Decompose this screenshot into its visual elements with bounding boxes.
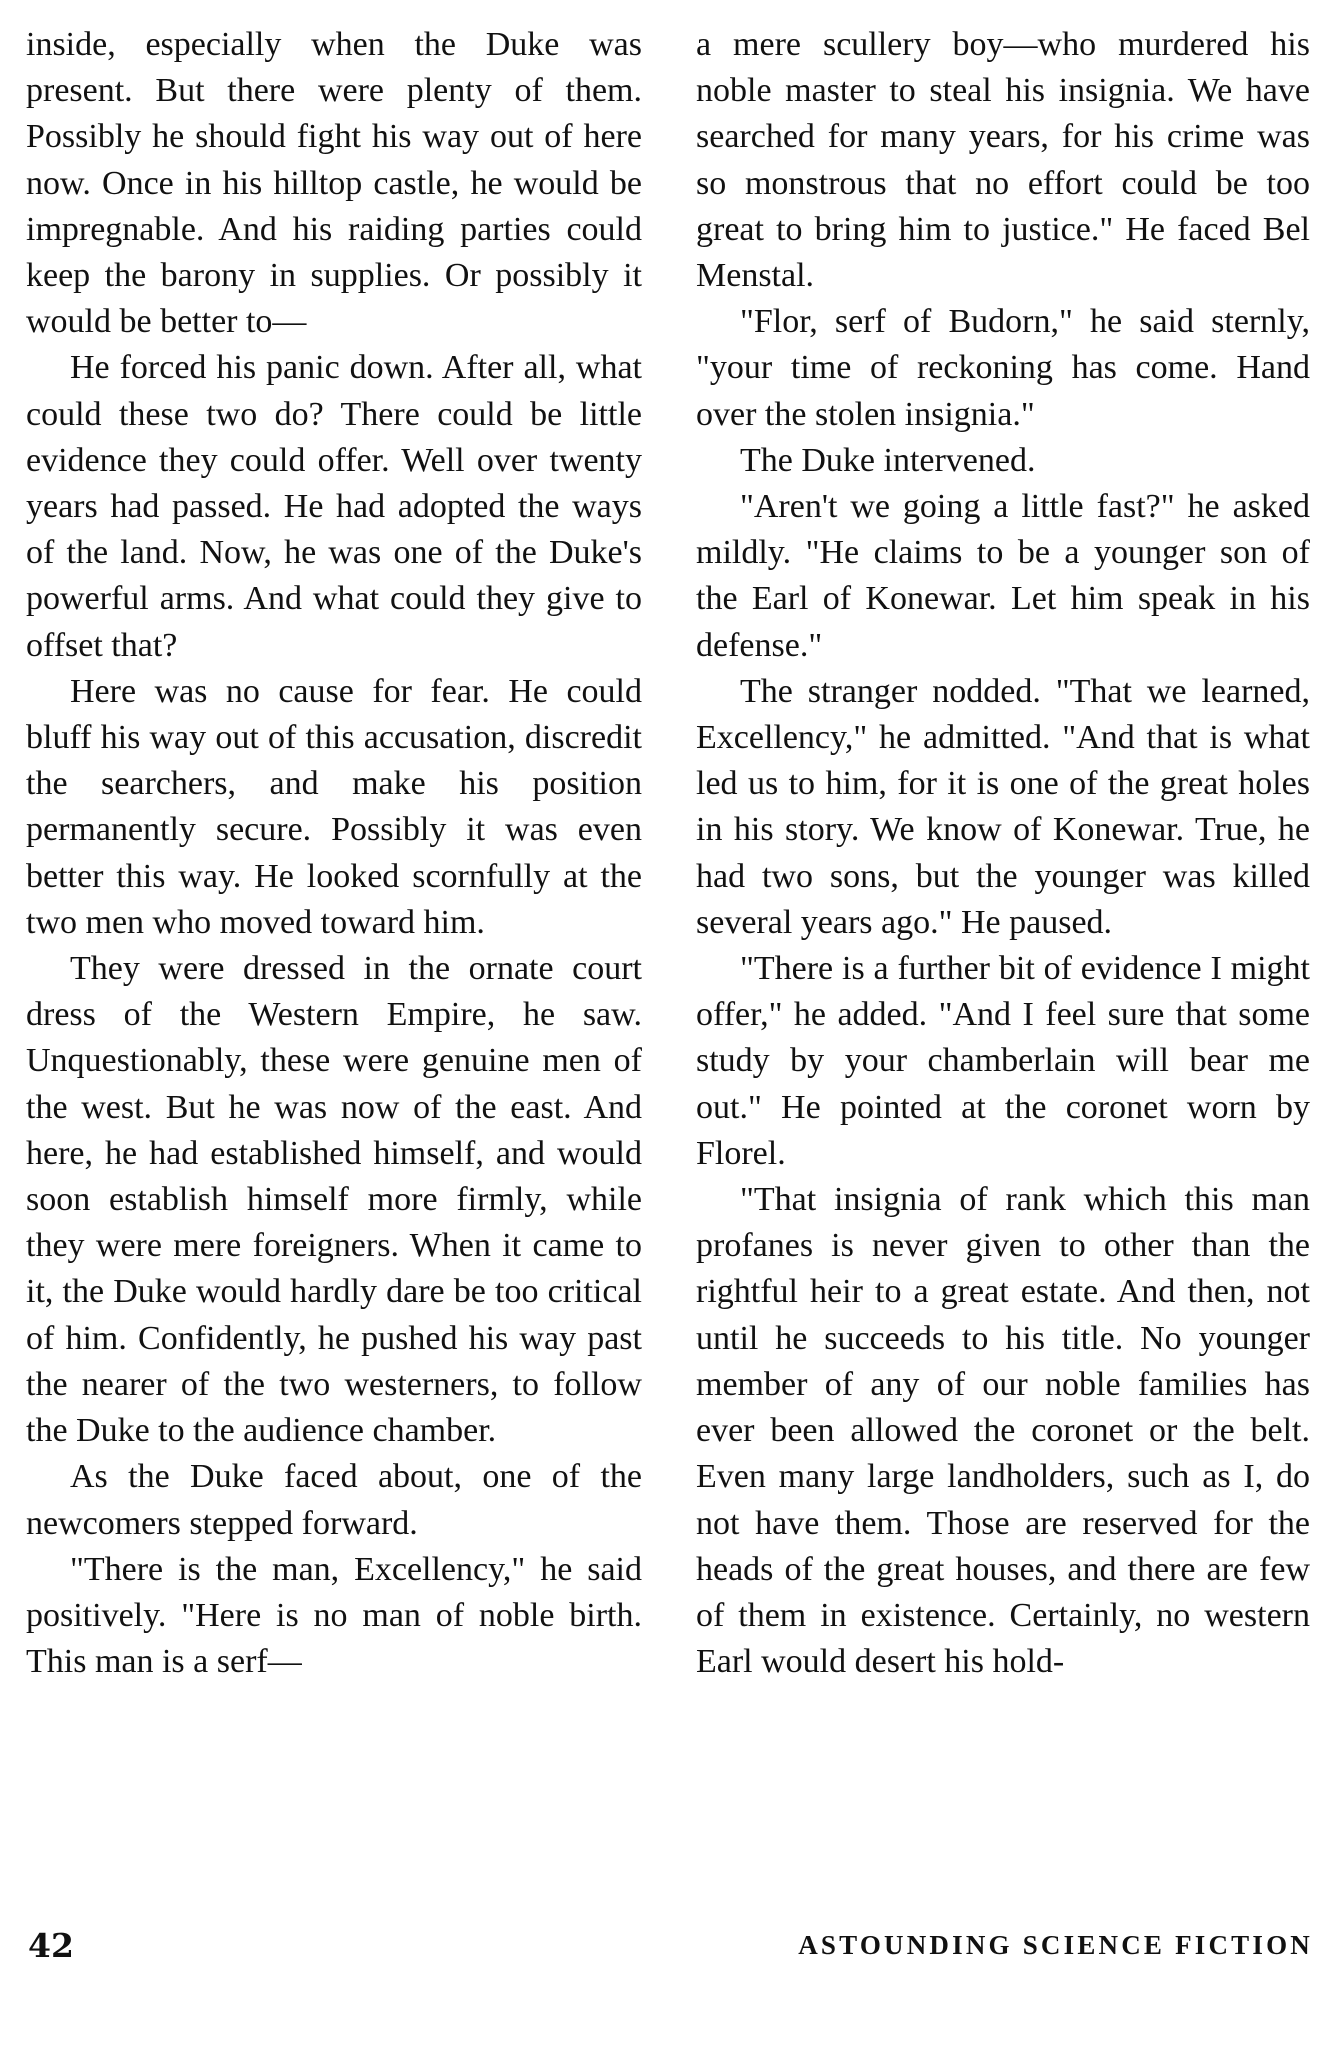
paragraph: "There is a further bit of evidence I might offer," he added. "And I feel sure that some study by your chamberlain will bear me out." He pointed at the coronet worn by Florel. bbox=[696, 950, 1310, 1172]
right-column bbox=[696, 22, 1310, 1685]
paragraph: Here was no cause for fear. He could bluff his way out of this accusation, discredit the searchers, and make his position permanently secure. Possibly it was even better this way. He looked scornfully at the two men who moved toward him. bbox=[26, 672, 642, 941]
paragraph: He forced his panic down. After all, what could these two do? There could be little evidence they could offer. Well over twenty years had passed. He had adopted the ways of the land. Now, he was one of the Duke's powerful arms. And what could they give to offset that? bbox=[26, 349, 642, 664]
paragraph: They were dressed in the ornate court dress of the Western Empire, he saw. Unquestionably, these were genuine men of the west. But he was now of the east. And here, he had established himself, and would soon establish himself more firmly, while they were mere foreigners. When it came to it, the Duke would hardly dare be too critical of him. Confidently, he pushed his way past the nearer of the two westerners, to follow the Duke to the audience chamber. bbox=[26, 950, 642, 1450]
running-footer-title: ASTOUNDING SCIENCE FICTION bbox=[798, 1930, 1313, 1960]
paragraph: The Duke intervened. bbox=[740, 441, 1036, 479]
paragraph: As the Duke faced about, one of the newcomers stepped forward. bbox=[26, 1458, 642, 1542]
paragraph: inside, especially when the Duke was present. But there were plenty of them. Possibly he should fight his way out of here now. Once in his hilltop castle, he would be impregnable. And his raiding parties could keep the barony in supplies. Or possibly it would be better to— bbox=[26, 26, 642, 341]
paragraph: "Aren't we going a little fast?" he asked mildly. "He claims to be a younger son of the Earl of Konewar. Let him speak in his defense." bbox=[696, 488, 1310, 664]
paragraph: The stranger nodded. "That we learned, Excellency," he admitted. "And that is what led us to him, for it is one of the great holes in his story. We know of Konewar. True, he had two sons, but the younger was killed several years ago." He paused. bbox=[696, 672, 1310, 941]
paragraph: "Flor, serf of Budorn," he said sternly, "your time of reckoning has come. Hand over the stolen insignia." bbox=[696, 303, 1310, 433]
paragraph: "There is the man, Excellency," he said positively. "Here is no man of noble birth. This man is a serf— bbox=[26, 1550, 642, 1681]
paragraph: a mere scullery boy—who murdered his noble master to steal his insignia. We have searched for many years, for his crime was so monstrous that no effort could be too great to bring him to justice." He faced Bel Menstal. bbox=[696, 26, 1310, 295]
left-column bbox=[26, 22, 642, 1685]
paragraph: "That insignia of rank which this man profanes is never given to other than the rightful heir to a great estate. And then, not until he succeeds to his title. No younger member of any of our noble families has ever been allowed the coronet or the belt. Even many large landholders, such as I, do not have them. Those are reserved for the heads of the great houses, and there are few of them in existence. Certainly, no western Earl would desert his hold- bbox=[696, 1181, 1310, 1681]
page-number: 42 bbox=[28, 1926, 74, 1965]
